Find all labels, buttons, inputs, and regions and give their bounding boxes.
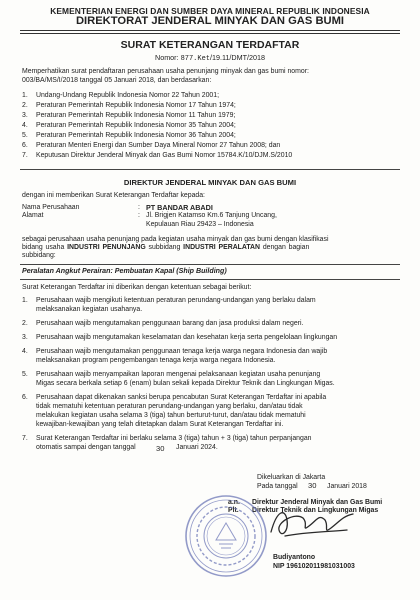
condition-line: kewajiban-kewajiban yang telah ditetapkan dalam Surat Keterangan Terdaftar ini. [36,421,284,428]
expiry-month-year: Januari 2024. [176,444,218,451]
condition-line: Perusahaan wajib mengutamakan keselamatan dan kesehatan kerja serta pengelolaan lingkungan [36,334,338,341]
legal-basis-item: Keputusan Direktur Jenderal Minyak dan Gas Bumi Nomor 15784.K/10/DJM.S/2010 [36,152,293,159]
section-rule [20,169,400,170]
subfield-italic: Ship Building [178,267,225,275]
condition-line: Perusahaan wajib mengutamakan penggunaan barang dan jasa produksi dalam negeri. [36,320,304,327]
condition-number: 5. [22,371,28,378]
header-rule-thick [20,30,400,31]
signatory-name: Budiyantono [273,554,316,561]
intro-line-1: Memperhatikan surat pendaftaran perusahaan usaha penunjang minyak dan gas bumi nomor: [22,68,309,75]
legal-basis-number: 6. [22,142,28,149]
box-rule-top [20,264,400,265]
condition-line: Surat Keterangan Terdaftar ini berlaku selama 3 (tiga) tahun + 3 (tiga) tahun perpanjangan [36,435,312,442]
legal-basis-number: 2. [22,102,28,109]
condition-line: Perusahaan wajib mengutamakan penggunaan tenaga kerja warga negara Indonesia dan wajib [36,348,328,355]
condition-line: melakukan kegiatan usaha selama 3 (tiga) tahun berturut-turut, dan/atau tidak mematuhi [36,412,306,419]
box-rule-bottom [20,279,400,280]
ministry-header: KEMENTERIAN ENERGI DAN SUMBER DAYA MINERAL REPUBLIK INDONESIA [50,6,370,16]
condition-line: Migas secara berkala setiap 6 (enam) bulan sekali kepada Direktur Teknik dan Lingkungan Migas. [36,380,335,387]
condition-number: 6. [22,394,28,401]
condition-line: melaksanakan kegiatan usahanya. [36,306,143,313]
number-middle: 877.Ket [180,55,210,63]
classification-line-1: sebagai perusahaan usaha penunjang pada kegiatan usaha minyak dan gas bumi dengan klasifikasi [22,236,329,243]
legal-basis-item: Peraturan Menteri Energi dan Sumber Daya Mineral Nomor 27 Tahun 2008; dan [36,142,281,149]
legal-basis-number: 7. [22,152,28,159]
legal-basis-number: 1. [22,92,28,99]
classification-text: bidang usaha [22,244,68,251]
number-tail: /19.11/DMT/2018 [209,53,265,62]
document-title: SURAT KETERANGAN TERDAFTAR [120,39,300,51]
grant-text: dengan ini memberikan Surat Keterangan Terdaftar kepada: [22,192,205,199]
condition-number: 2. [22,320,28,327]
expiry-day: 30 [156,444,165,453]
company-name-label: Nama Perusahaan [22,204,80,211]
classification-line-2 [22,244,309,253]
legal-basis-item: Peraturan Pemerintah Republik Indonesia Nomor 35 Tahun 2004; [36,122,236,129]
subfield-text: ) [224,267,227,275]
issued-date-label: Pada tanggal [257,483,298,490]
condition-number: 4. [22,348,28,355]
condition-line: melaksanakan program pengembangan tenaga kerja warga negara Indonesia. [36,357,276,364]
legal-basis-item: Peraturan Pemerintah Republik Indonesia Nomor 17 Tahun 1974; [36,102,236,109]
plt-label: Plt. [228,507,239,514]
legal-basis-item: Undang-Undang Republik Indonesia Nomor 22 Tahun 2001; [36,92,219,99]
an-text: Direktur Jenderal Minyak dan Gas Bumi [252,499,383,506]
plt-text: Direktur Teknik dan Lingkungan Migas [252,507,379,514]
legal-basis-item: Peraturan Pemerintah Republik Indonesia Nomor 36 Tahun 2004; [36,132,236,139]
document-number [0,53,420,63]
business-field: INDUSTRI PENUNJANG [67,244,146,251]
company-name-value: PT BANDAR ABADI [146,203,213,212]
number-label: Nomor: [155,53,179,62]
legal-basis-number: 5. [22,132,28,139]
subfield-text: Peralatan Angkut Perairan: Pembuatan Kapal ( [22,267,179,275]
business-subfield: INDUSTRI PERALATAN [183,244,260,251]
classification-line-3: subbidang: [22,252,56,259]
header-rule-thin [20,33,400,34]
an-label: a.n. [228,499,240,506]
signatory-nip: NIP 196102011981031003 [273,563,355,570]
condition-number: 1. [22,297,28,304]
issued-date-day: 30 [308,481,317,490]
company-name-separator: : [138,204,140,211]
condition-line: Perusahaan wajib mengikuti ketentuan peraturan perundang-undangan yang berlaku dalam [36,297,316,304]
handwritten-signature [265,502,360,544]
classification-text: subbidang [145,244,184,251]
condition-line: tidak mematuhi ketentuan peraturan perundang-undangan yang berlaku, dan/atau tidak [36,403,303,410]
issued-place: Dikeluarkan di Jakarta [257,474,326,481]
company-address-line-1: Jl. Brigjen Katamso Km.6 Tanjung Uncang, [146,212,277,219]
legal-basis-number: 4. [22,122,28,129]
condition-number: 7. [22,435,28,442]
intro-line-2: 003/BA/MS/I/2018 tanggal 05 Januari 2018, dan berdasarkan: [22,77,212,84]
subfield-box [22,267,227,276]
condition-number: 3. [22,334,28,341]
company-address-separator: : [138,212,140,219]
condition-line: Perusahaan dapat dikenakan sanksi berupa pencabutan Surat Keterangan Terdaftar ini apabila [36,394,327,401]
condition-line: otomatis sampai dengan tanggal [36,444,136,451]
directorate-header: DIREKTORAT JENDERAL MINYAK DAN GAS BUMI [75,15,345,27]
classification-text: dengan bagian [260,244,310,251]
company-address-line-2: Kepulauan Riau 29423 – Indonesia [146,221,254,228]
section-heading: DIREKTUR JENDERAL MINYAK DAN GAS BUMI [123,178,297,187]
condition-line: Perusahaan wajib menyampaikan laporan mengenai pelaksanaan kegiatan usaha penunjang [36,371,321,378]
company-address-label: Alamat [22,212,44,219]
conditions-intro: Surat Keterangan Terdaftar ini diberikan dengan ketentuan sebagai berikut: [22,284,252,291]
official-stamp [183,493,269,579]
issued-date-rest: Januari 2018 [327,483,367,490]
legal-basis-number: 3. [22,112,28,119]
legal-basis-item: Peraturan Pemerintah Republik Indonesia Nomor 11 Tahun 1979; [36,112,236,119]
